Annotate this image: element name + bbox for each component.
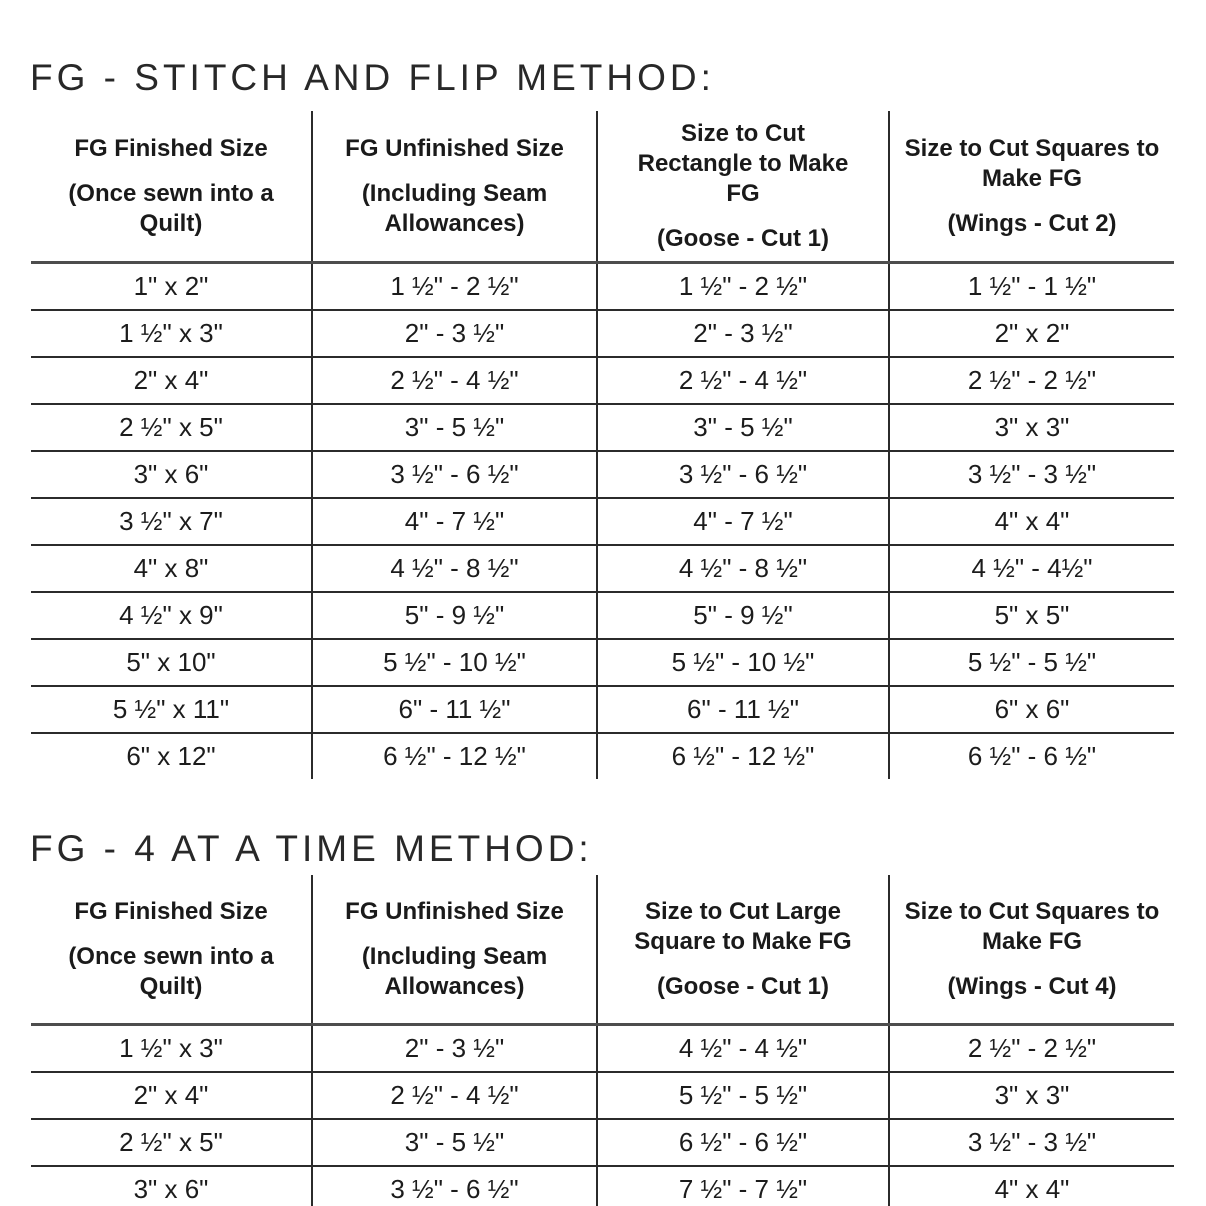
stitch-and-flip-table-header <box>31 111 1174 263</box>
size-cell: 2 ½" - 2 ½" <box>889 357 1174 404</box>
column-header-main: Size to Cut Squares to Make FG <box>904 134 1160 192</box>
size-cell: 3 ½" - 3 ½" <box>889 451 1174 498</box>
size-cell: 3" - 5 ½" <box>597 404 889 451</box>
column-header-main: Size to Cut Rectangle to Make FG <box>637 119 849 207</box>
size-cell: 3 ½" - 6 ½" <box>597 451 889 498</box>
size-cell: 1 ½" x 3" <box>119 1033 223 1063</box>
size-cell: 5 ½" - 5 ½" <box>597 1072 889 1119</box>
size-cell: 2" - 3 ½" <box>312 310 597 357</box>
size-cell: 2 ½" - 4 ½" <box>312 1072 597 1119</box>
size-cell: 5" x 10" <box>31 639 312 686</box>
size-cell: 3 ½" - 6 ½" <box>312 1166 597 1206</box>
size-cell: 2 ½" - 2 ½" <box>889 1025 1174 1073</box>
size-cell: 5 ½" x 11" <box>31 686 312 733</box>
column-header-goose-cut <box>597 111 889 263</box>
column-header-unfinished-size <box>312 875 597 1025</box>
size-cell: 5" - 9 ½" <box>597 592 889 639</box>
size-cell: 3" x 3" <box>889 404 1174 451</box>
size-cell: 4 ½" - 8 ½" <box>312 545 597 592</box>
column-header-main: FG Unfinished Size <box>345 897 564 925</box>
table-row <box>31 1025 1174 1073</box>
size-cell: 1 ½" x 3" <box>31 310 312 357</box>
table-row <box>31 498 1174 545</box>
header-row <box>31 875 1174 1025</box>
table-row <box>31 1166 1174 1206</box>
stitch-and-flip-table <box>31 111 1174 779</box>
table-row <box>31 310 1174 357</box>
size-cell: 6" - 11 ½" <box>597 686 889 733</box>
size-cell: 2" x 2" <box>889 310 1174 357</box>
column-header-sub: (Including Seam Allowances) <box>361 942 548 1000</box>
stitch-and-flip-table-body <box>31 263 1174 780</box>
size-cell: 5" x 5" <box>889 592 1174 639</box>
size-cell: 4" x 4" <box>889 498 1174 545</box>
column-header-goose-cut <box>597 875 889 1025</box>
size-cell: 6 ½" - 6 ½" <box>889 733 1174 779</box>
size-cell: 3 ½" - 3 ½" <box>889 1119 1174 1166</box>
column-header-wings-cut <box>889 111 1174 263</box>
header-row <box>31 111 1174 263</box>
table-row <box>31 451 1174 498</box>
size-cell: 5 ½" - 5 ½" <box>889 639 1174 686</box>
table-row <box>31 639 1174 686</box>
column-header-sub: (Wings - Cut 4) <box>947 972 1117 1000</box>
column-header-main: Size to Cut Large Square to Make FG <box>634 897 852 955</box>
table-row <box>31 1119 1174 1166</box>
column-header-main: FG Finished Size <box>74 897 268 925</box>
size-cell: 2 ½" - 4 ½" <box>597 357 889 404</box>
size-cell: 2 ½" x 5" <box>31 1119 312 1166</box>
column-header-sub: (Once sewn into a Quilt) <box>68 179 274 237</box>
column-header-finished-size <box>31 875 312 1025</box>
table-row <box>31 404 1174 451</box>
size-cell: 5 ½" - 10 ½" <box>312 639 597 686</box>
column-header-sub: (Once sewn into a Quilt) <box>68 942 274 1000</box>
size-cell: 3" x 6" <box>31 1166 312 1206</box>
size-cell: 5 ½" - 10 ½" <box>597 639 889 686</box>
column-header-sub: (Goose - Cut 1) <box>657 972 829 1000</box>
size-cell: 3" x 3" <box>889 1072 1174 1119</box>
column-header-wings-cut <box>889 875 1174 1025</box>
table-row <box>31 686 1174 733</box>
size-cell: 4" x 4" <box>889 1166 1174 1206</box>
column-header-main: Size to Cut Squares to Make FG <box>904 897 1160 955</box>
size-cell: 3 ½" - 6 ½" <box>312 451 597 498</box>
column-header-sub: (Wings - Cut 2) <box>947 209 1117 237</box>
section-title-stitch-and-flip: FG - STITCH AND FLIP METHOD: <box>30 57 715 98</box>
table-row <box>31 263 1174 311</box>
size-cell: 4" - 7 ½" <box>312 498 597 545</box>
table-row <box>31 592 1174 639</box>
column-header-sub: (Goose - Cut 1) <box>657 224 829 252</box>
size-cell: 6 ½" - 6 ½" <box>597 1119 889 1166</box>
size-cell: 2 ½" x 5" <box>31 404 312 451</box>
size-cell: 4 ½" - 4½" <box>889 545 1174 592</box>
section-title-four-at-a-time: FG - 4 AT A TIME METHOD: <box>30 828 593 869</box>
size-cell: 3 ½" x 7" <box>31 498 312 545</box>
column-header-unfinished-size <box>312 111 597 263</box>
four-at-a-time-table-body <box>31 1025 1174 1206</box>
size-cell: 2 ½" - 4 ½" <box>312 357 597 404</box>
table-row <box>31 1072 1174 1119</box>
table-row <box>31 733 1174 779</box>
four-at-a-time-table <box>31 875 1174 1206</box>
size-cell: 6 ½" - 12 ½" <box>312 733 597 779</box>
size-cell: 3" x 6" <box>31 451 312 498</box>
size-cell: 4" x 8" <box>31 545 312 592</box>
size-cell: 7 ½" - 7 ½" <box>597 1166 889 1206</box>
table-row <box>31 357 1174 404</box>
size-cell: 4 ½" - 4 ½" <box>597 1025 889 1073</box>
size-cell: 2" x 4" <box>31 1072 312 1119</box>
size-cell: 3" - 5 ½" <box>312 404 597 451</box>
size-cell: 1" x 2" <box>133 271 209 301</box>
column-header-main: FG Unfinished Size <box>345 134 564 162</box>
column-header-sub: (Including Seam Allowances) <box>361 179 548 237</box>
size-cell: 5" - 9 ½" <box>312 592 597 639</box>
size-cell: 1 ½" - 1 ½" <box>889 263 1174 311</box>
size-cell: 3" - 5 ½" <box>312 1119 597 1166</box>
size-cell: 4 ½" - 8 ½" <box>597 545 889 592</box>
size-cell: 6" - 11 ½" <box>312 686 597 733</box>
size-cell: 2" - 3 ½" <box>312 1025 597 1073</box>
column-header-finished-size <box>31 111 312 263</box>
size-cell: 6" x 6" <box>889 686 1174 733</box>
size-cell: 1 ½" - 2 ½" <box>312 263 597 311</box>
four-at-a-time-table-header <box>31 875 1174 1025</box>
size-cell: 1 ½" - 2 ½" <box>597 263 889 311</box>
size-cell: 6 ½" - 12 ½" <box>597 733 889 779</box>
size-cell: 4 ½" x 9" <box>31 592 312 639</box>
column-header-main: FG Finished Size <box>74 134 268 162</box>
size-cell: 2" - 3 ½" <box>597 310 889 357</box>
size-cell: 6" x 12" <box>31 733 312 779</box>
size-cell: 2" x 4" <box>31 357 312 404</box>
table-row <box>31 545 1174 592</box>
size-cell: 4" - 7 ½" <box>597 498 889 545</box>
